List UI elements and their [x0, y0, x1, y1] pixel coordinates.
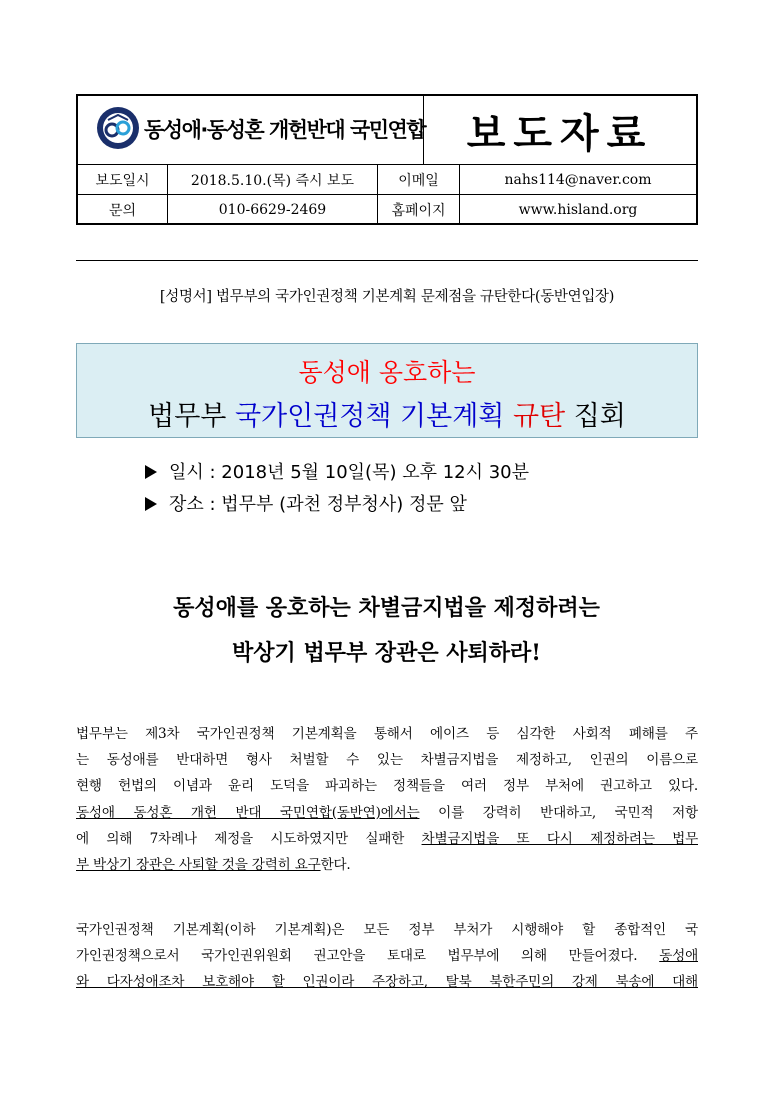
para1-line4-rest: 이를 강력히 반대하고, 국민적 저항 — [419, 804, 698, 821]
org-name: 동성애·동성혼 개헌반대 국민연합 — [144, 118, 426, 142]
para1-line2: 는 동성애를 반대하면 형사 처벌할 수 있는 차별금지법을 제정하고, 인권의 이름으로 — [76, 752, 698, 769]
info-place — [145, 490, 467, 516]
para2-line3-underlined: 와 다자성애조차 보호해야 할 인권이라 주장하고, 탈북 북한주민의 강제 북송에 대해 — [76, 974, 698, 991]
para1-line5 — [76, 826, 698, 852]
banner-ministry: 법무부 — [148, 401, 235, 432]
header-top-row — [78, 96, 696, 165]
release-label: 보도일시 — [78, 165, 168, 194]
para1-line6-underlined: 부 박상기 장관은 사퇴할 것을 강력히 요구 — [76, 857, 321, 874]
para2-line2-underlined: 동성애 — [659, 948, 698, 965]
banner-policy: 국가인권정책 기본계획 — [234, 401, 505, 432]
triangle-bullet-icon — [145, 497, 157, 511]
paragraph-2 — [76, 917, 698, 996]
banner-condemn: 규탄 — [512, 401, 566, 432]
title-cell — [424, 96, 696, 164]
para1-line6 — [76, 852, 698, 878]
org-logo-icon — [96, 106, 140, 150]
homepage-value[interactable]: www.hisland.org — [518, 201, 638, 218]
para1-line4-underlined: 동성애 동성혼 개헌 반대 국민연합(동반연)에서는 — [76, 804, 420, 821]
release-value: 2018.5.10.(목) 즉시 보도 — [168, 165, 378, 194]
doc-title: 보도자료 — [466, 109, 654, 157]
header-row-contact — [78, 195, 696, 224]
info-date — [145, 458, 529, 484]
info-date-text: 일시 : 2018년 5월 10일(목) 오후 12시 30분 — [169, 462, 530, 483]
email-label: 이메일 — [378, 165, 460, 194]
para1-line5-start: 에 의해 7차례나 제정을 시도하였지만 실패한 — [76, 830, 422, 847]
para1-line3: 현행 헌법의 이념과 윤리 도덕을 파괴하는 정책들을 여러 정부 부처에 권고하고 있다. — [76, 778, 698, 795]
divider — [76, 260, 698, 261]
para1-line1: 법무부는 제3차 국가인권정책 기본계획을 통해서 에이즈 등 심각한 사회적 폐해를 주 — [76, 726, 698, 742]
para1-line4 — [76, 800, 698, 826]
header-row-release — [78, 165, 696, 195]
banner-line2 — [77, 394, 697, 433]
contact-label: 문의 — [78, 195, 168, 224]
para1-line6-rest: 한다. — [320, 857, 351, 874]
para2-line3 — [76, 969, 698, 995]
email-value[interactable]: nahs114@naver.com — [504, 171, 652, 188]
banner-line1: 동성애 옹호하는 — [298, 358, 476, 387]
headline-line2: 박상기 법무부 장관은 사퇴하라! — [232, 640, 541, 666]
rally-banner — [76, 343, 698, 438]
para2-line2-start: 가인권정책으로서 국가인권위원회 권고안을 토대로 법무부에 의해 만들어졌다. — [76, 948, 660, 965]
press-header-table — [76, 94, 698, 225]
contact-value: 010-6629-2469 — [168, 195, 378, 224]
banner-rally: 집회 — [573, 401, 626, 432]
para1-line5-underlined: 차별금지법을 또 다시 제정하려는 법무 — [421, 830, 698, 847]
info-place-text: 장소 : 법무부 (과천 정부청사) 정문 앞 — [169, 494, 467, 515]
para2-line1: 국가인권정책 기본계획(이하 기본계획)은 모든 정부 부처가 시행해야 할 종합적인 국 — [76, 922, 698, 938]
headline-line1: 동성애를 옹호하는 차별금지법을 제정하려는 — [173, 595, 600, 621]
triangle-bullet-icon — [145, 465, 157, 479]
para2-line2 — [76, 943, 698, 969]
statement-title: [성명서] 법무부의 국가인권정책 기본계획 문제점을 규탄한다(동반연입장) — [159, 289, 615, 305]
homepage-label: 홈페이지 — [378, 195, 460, 224]
paragraph-1 — [76, 721, 698, 878]
org-cell — [78, 96, 424, 164]
